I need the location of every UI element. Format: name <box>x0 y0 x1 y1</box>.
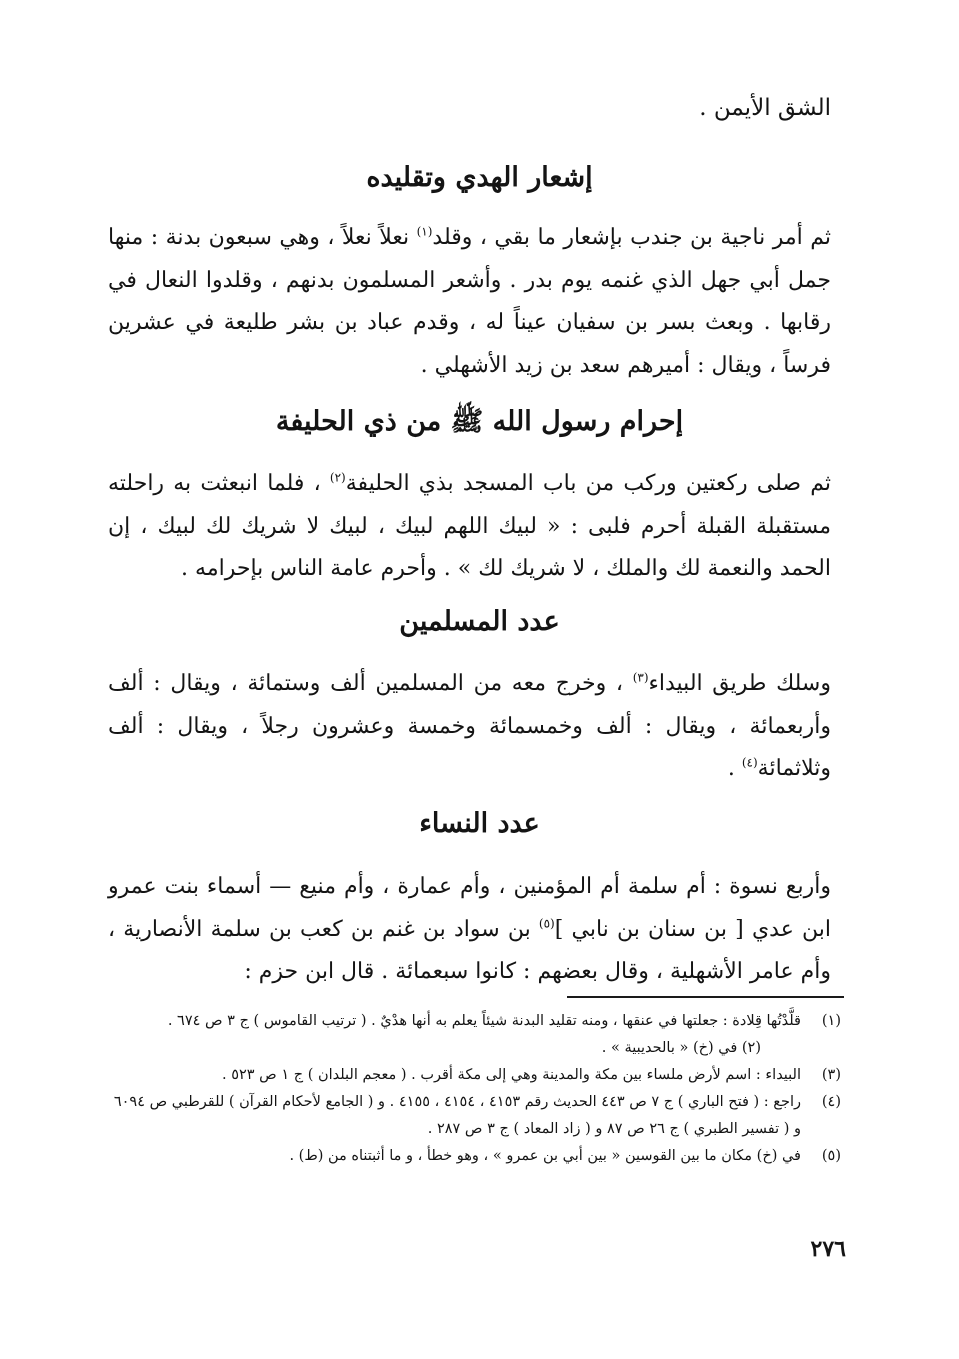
footnote-ref: (٣) <box>632 670 649 685</box>
section-title-marking-sacrificial-animals: إشعار الهدي وتقليده <box>366 162 593 193</box>
footnote-number: (٥) <box>821 1148 841 1164</box>
footnotes <box>108 1008 841 1170</box>
paragraph-text: ثم أمر ناجية بن جندب بإشعار ما بقي ، وقلد <box>432 225 831 250</box>
paragraph-text: نعلاً نعلاً ، وهي سبعون بدنة : منها جمل أبي جهل الذي غنمه يوم بدر . وأشعر المسلمون بدنهم ، وقلدوا النعال في رقابها . وبعث بسر بن سفيان عيناً له ، وقدم عباد بن بشر طليعة في عشرين فرساً ، ويقال : أميرهم سعد بن زيد الأشهلي . <box>108 225 832 378</box>
footnote-ref: (٥) <box>538 916 555 931</box>
footnote-5 <box>108 1143 841 1170</box>
footnote-ref: (١) <box>416 224 433 239</box>
paragraph-text: ، وخرج معه من المسلمين ألف وستمائة ، ويقال : ألف وأربعمائة ، ويقال : ألف وخمسمائة وخمسة وعشرون رجلاً ، ويقال : ألف وثلاثمائة <box>108 671 831 781</box>
footnote-1 <box>108 1008 841 1035</box>
footnote-text: (٢) في (خ) « بالحديبية » . <box>601 1040 761 1056</box>
footnote-ref: (٤) <box>741 755 758 770</box>
footnote-3 <box>108 1062 841 1089</box>
footnote-number: (١) <box>821 1013 841 1029</box>
section-paragraph-number-of-women <box>108 866 831 994</box>
paragraph-text: ثم صلى ركعتين وركب من باب المسجد بذي الحليفة <box>345 471 831 496</box>
section-paragraph-number-of-muslims <box>108 663 831 791</box>
footnote-4 <box>108 1089 841 1143</box>
section-title-number-of-women: عدد النساء <box>419 808 540 839</box>
footnote-text: البيداء : اسم لأرض ملساء بين مكة والمدينة وهي إلى مكة أقرب . ( معجم البلدان ) ج ١ ص ٥٢٣ . <box>221 1067 801 1083</box>
footnote-2 <box>108 1035 841 1062</box>
section-title-ihram: إحرام رسول الله ﷺ من ذي الحليفة <box>275 406 684 437</box>
footnote-separator <box>567 996 844 998</box>
paragraph-text: بن سواد بن غنم بن كعب بن سلمة الأنصارية ، وأم عامر الأشهلية ، وقال بعضهم : كانوا سبعمائة . قال ابن حزم : <box>108 916 831 984</box>
paragraph-text: وأربع نسوة : أم سلمة أم المؤمنين ، وأم عمارة ، وأم منيع — أسماء بنت عمرو ابن عدي [ بن سنان بن نابي ] <box>108 874 831 942</box>
section-paragraph-ihram <box>108 463 831 591</box>
paragraph-text: . <box>727 756 742 781</box>
paragraph-text: ، فلما انبعثت به راحلته مستقبلة القبلة أحرم فلبى : « لبيك اللهم لبيك ، لبيك لا شريك لك لبيك ، إن الحمد والنعمة لك والملك ، لا شريك لك » . وأحرم عامة الناس بإحرامه . <box>108 471 831 581</box>
footnote-text: راجع : ( فتح الباري ) ج ٧ ص ٤٤٣ الحديث رقم ٤١٥٣ ، ٤١٥٤ ، ٤١٥٥ . و ( الجامع لأحكام القرآن ) للقرطبي ص ٦٠٩٤ و ( تفسير الطبري ) ج ٢٦ ص ٨٧ و ( زاد المعاد ) ج ٣ ص ٢٨٧ . <box>113 1094 801 1137</box>
footnote-text: في (خ) مكان ما بين القوسين « بين أبي بن عمرو » ، وهو خطأ ، و ما أثبتناه من (ط) . <box>289 1148 801 1164</box>
section-title-number-of-muslims: عدد المسلمين <box>399 606 560 637</box>
footnote-number: (٤) <box>821 1094 841 1110</box>
page-number: ٢٧٦ <box>810 1236 846 1262</box>
section-paragraph-marking <box>108 217 831 387</box>
footnote-number: (٣) <box>821 1067 841 1083</box>
footnote-ref: (٢) <box>329 470 346 485</box>
footnote-text: قلَّدْتُها قِلادة : جعلتها في عنقها ، ومنه تقليد البدنة شيئاً يعلم به أنها هدْيٌ . ( ترتيب القاموس ) ج ٣ ص ٦٧٤ . <box>167 1013 801 1029</box>
continued-text-fragment: الشق الأيمن . <box>699 95 831 121</box>
paragraph-text: وسلك طريق البيداء <box>648 671 831 696</box>
